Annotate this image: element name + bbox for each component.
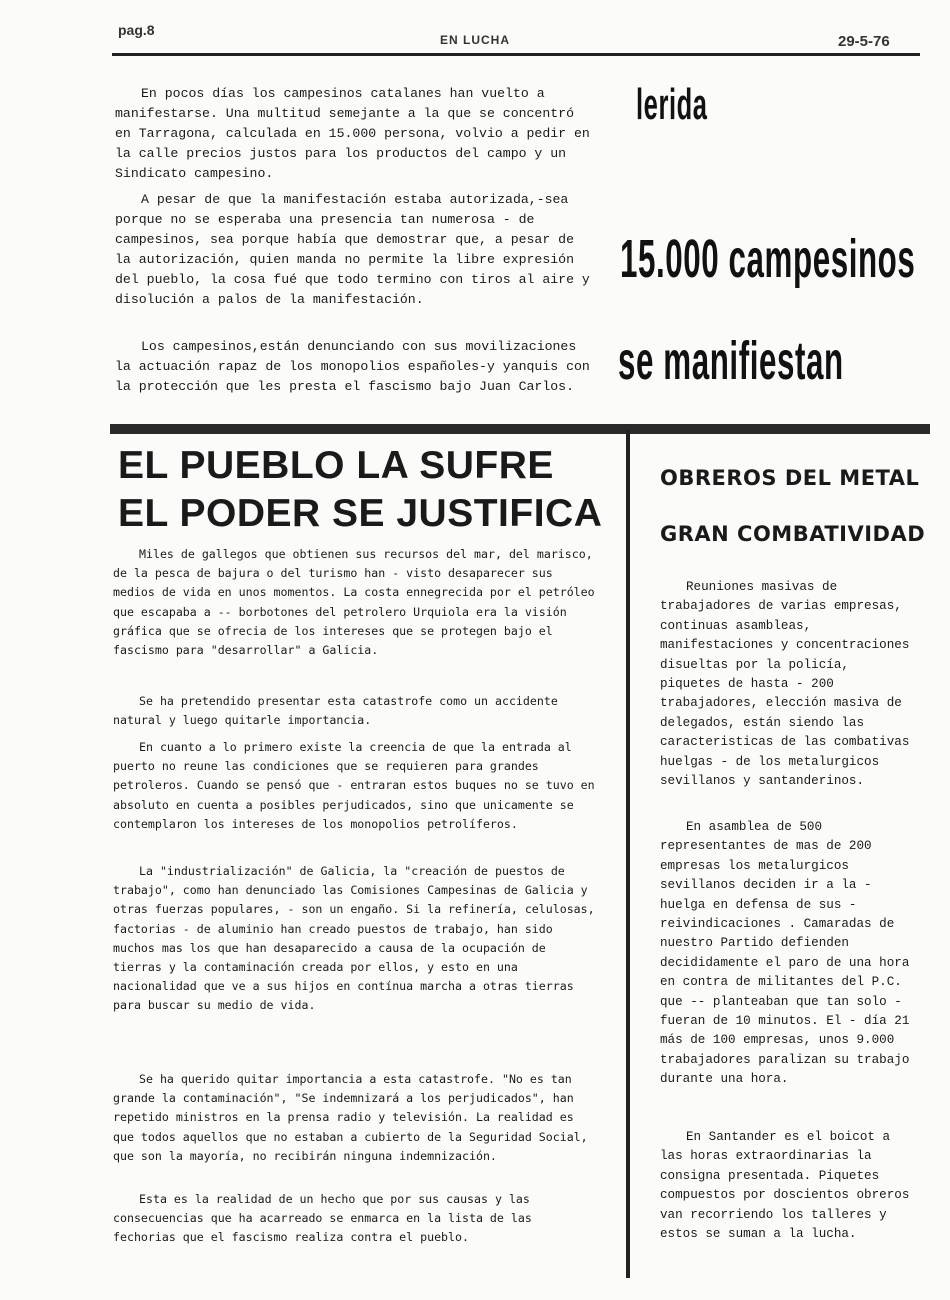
section-divider (110, 424, 930, 434)
galicia-paragraph-6: Esta es la realidad de un hecho que por sus causas y las consecuencias que ha acarreado se enmarca en la lista de las fechorias que el fascismo realiza contra el pueblo. (113, 1192, 532, 1245)
issue-date: 29-5-76 (838, 33, 890, 50)
lerida-subtitle-2: se manifiestan (618, 331, 844, 391)
lerida-subtitle-1: 15.000 campesinos (620, 229, 916, 289)
lerida-paragraph-3: Los campesinos,están denunciando con sus movilizaciones la actuación rapaz de los monopolios españoles-y yanquis con la protección que les presta el fascismo bajo Juan Carlos. (115, 339, 590, 394)
lerida-paragraph-2: A pesar de que la manifestación estaba autorizada,-sea porque no se esperaba una presencia tan numerosa - de campesinos, sea porque había que demostrar que, a pesar de la autorización, quien manda no permite la libre expresión del pueblo, la cosa fué que todo termino con tiros al aire y disolución a palos de la manifestación. (115, 192, 590, 307)
galicia-paragraph-2: Se ha pretendido presentar esta catastrofe como un accidente natural y luego quitarle importancia. (113, 694, 558, 728)
metal-paragraph-2: En asamblea de 500 representantes de mas de 200 empresas los metalurgicos sevillanos deciden ir a la - huelga en defensa de sus - reivindicaciones . Camaradas de nuestro Partido defienden decididamente el paro de una hora en contra de militantes del P.C. que -- planteaban que tan solo - fueran de 10 minutos. El - día 21 más de 100 empresas, unos 9.000 trabajadores paralizan su trabajo durante una hora. (660, 820, 910, 1087)
galicia-paragraph-5: Se ha querido quitar importancia a esta catastrofe. "No es tan grande la contaminación", "Se indemnizará a los perjudicados", han repetido ministros en la prensa radio y televisión. La realidad es que todos aquellos que no estaban a cubierto de la Seguridad Social, que son la mayoría, no recibirán ninguna indemnización. (113, 1072, 588, 1163)
lerida-title: lerida (636, 80, 708, 129)
metal-headline-2: GRAN COMBATIVIDAD (660, 522, 926, 546)
galicia-paragraph-3: En cuanto a lo primero existe la creencia de que la entrada al puerto no reune las condiciones que se requieren para grandes petroleros. Cuando se pensó que - entraran estos buques no se tuvo en absoluto en cuenta a posibles perjudicados, sino que unicamente se contemplaron los intereses de los monopolios petrolíferos. (113, 740, 595, 831)
metal-paragraph-1: Reuniones masivas de trabajadores de varias empresas, continuas asambleas, manifestaciones y concentraciones disueltas por la policía, piquetes de hasta - 200 trabajadores, elección masiva de delegados, están siendo las caracteristicas de las combativas huelgas - de los metalurgicos sevillanos y santanderinos. (660, 580, 910, 789)
header-rule (112, 53, 920, 56)
publication-name: EN LUCHA (440, 33, 510, 47)
galicia-paragraph-4: La "industrialización" de Galicia, la "creación de puestos de trabajo", como han denunciado las Comisiones Campesinas de Galicia y otras fuerzas populares, - son un engaño. Si la refinería, celulosas, factorias - de aluminio han creado puestos de trabajo, han sido muchos mas los que han desaparecido a causa de la ocupación de tierras y la contaminación creada por ellos, y esto en una nacionalidad que ve a sus hijos en contínua marcha a otras tierras para buscar su medio de vida. (113, 864, 595, 1013)
lerida-paragraph-1: En pocos días los campesinos catalanes han vuelto a manifestarse. Una multitud semejante a la que se concentró en Tarragona, calculada en 15.000 persona, volvio a pedir en la calle precios justos para los productos del campo y un Sindicato campesino. (115, 86, 590, 181)
metal-headline-1: OBREROS DEL METAL (660, 466, 920, 490)
galicia-paragraph-1: Miles de gallegos que obtienen sus recursos del mar, del marisco, de la pesca de bajura o del turismo han - visto desaparecer sus medios de vida en unos momentos. La costa ennegrecida por el petróleo que escapaba a -- borbotones del petrolero Urquiola era la visión gráfica que se ofrecia de los intereses que se protegen bajo el fascismo para "desarrollar" a Galicia. (113, 547, 595, 658)
column-divider (626, 430, 630, 1278)
metal-paragraph-3: En Santander es el boicot a las horas extraordinarias la consigna presentada. Piquetes compuestos por doscientos obreros van recorriendo los talleres y estos se suman a la lucha. (660, 1130, 910, 1242)
page-number: pag.8 (118, 22, 155, 38)
galicia-headline-1: EL PUEBLO LA SUFRE (118, 444, 554, 487)
galicia-headline-2: EL PODER SE JUSTIFICA (118, 492, 603, 535)
